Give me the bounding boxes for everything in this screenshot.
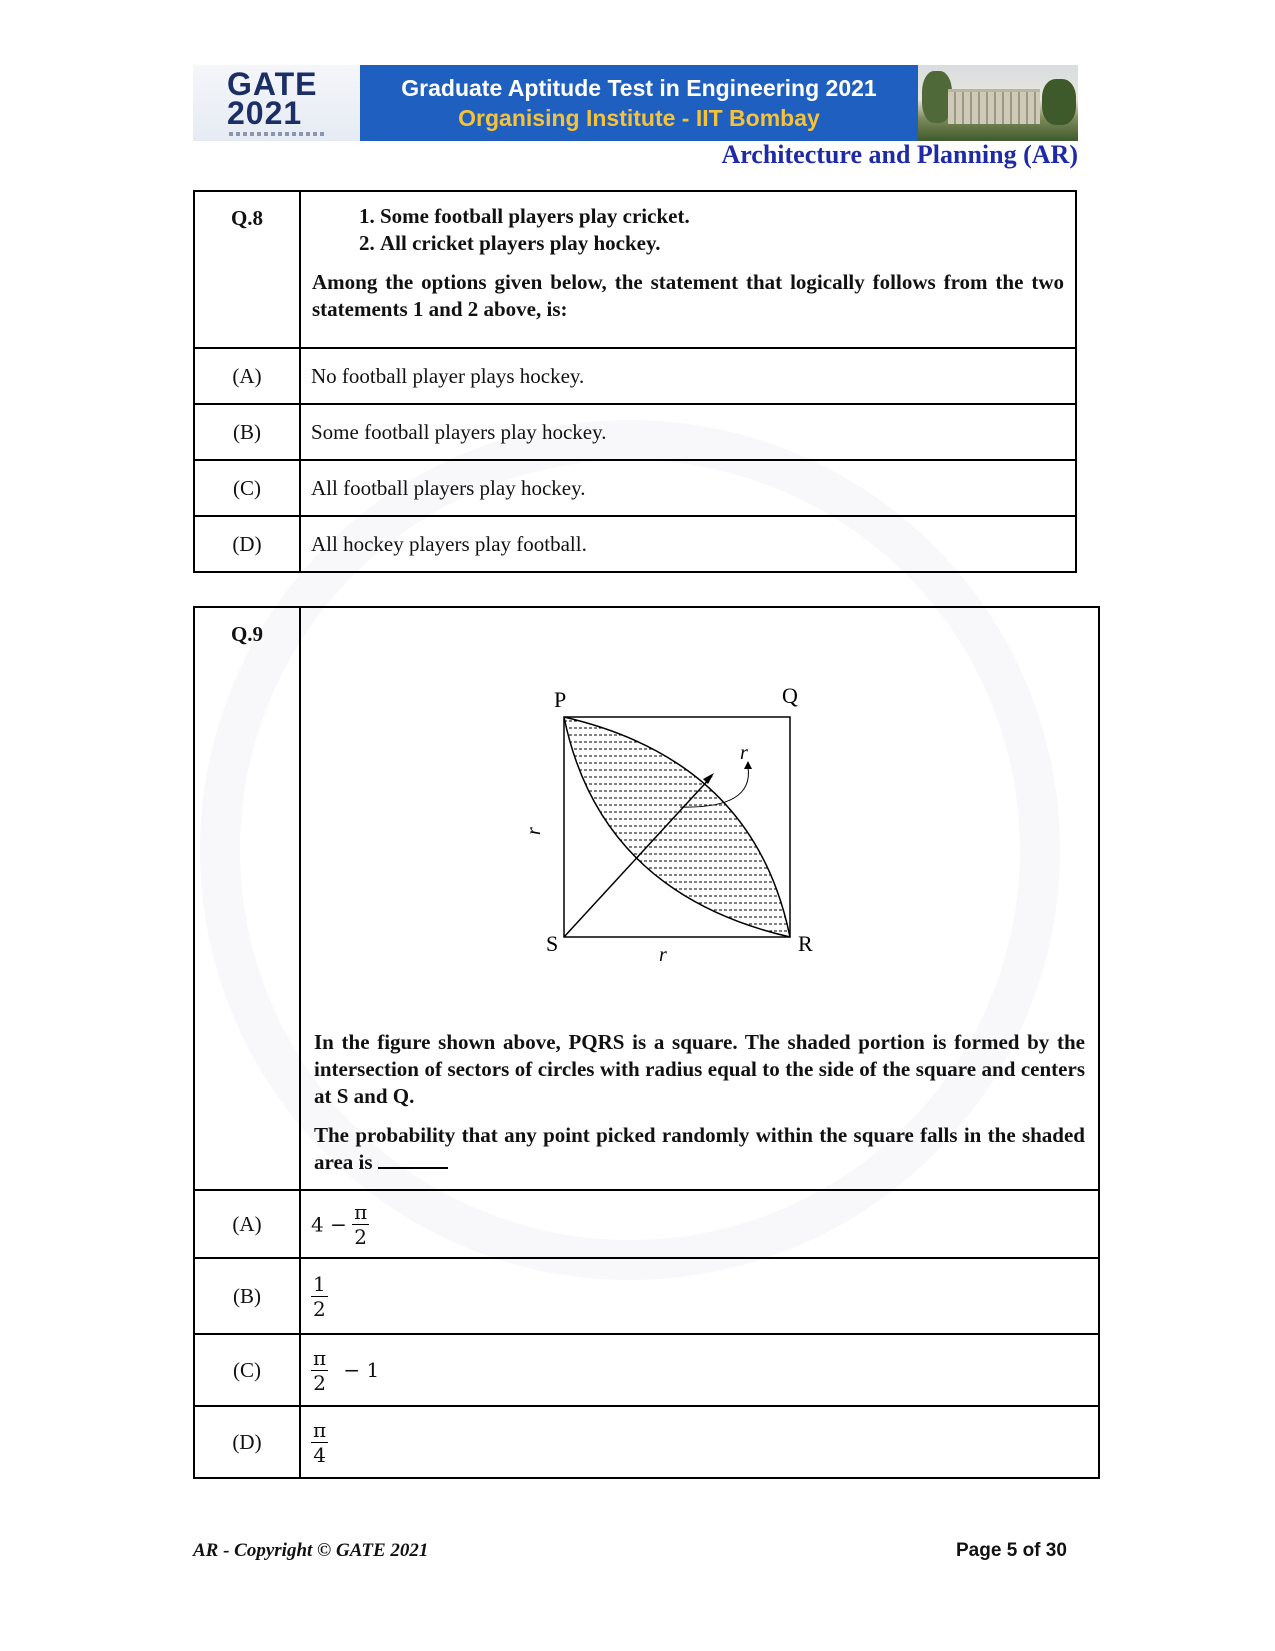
question-statement xyxy=(300,191,1076,348)
option-expression xyxy=(300,1406,1099,1478)
vertex-label-q: Q xyxy=(782,683,798,708)
numerator: π xyxy=(354,1199,368,1224)
radius-arrowhead xyxy=(703,773,714,784)
option-label: (A) xyxy=(194,1190,300,1258)
option-label: (D) xyxy=(194,1406,300,1478)
page-prefix: Page xyxy=(956,1540,1002,1561)
square-pqrs xyxy=(564,717,790,937)
question-row xyxy=(194,191,1076,348)
vertex-label-p: P xyxy=(554,687,567,712)
page-total: 30 xyxy=(1045,1540,1067,1561)
radius-line xyxy=(564,776,712,937)
fraction xyxy=(311,1346,328,1395)
answer-blank xyxy=(378,1149,448,1169)
numerator: π xyxy=(313,1417,327,1442)
logo-strip xyxy=(229,132,325,136)
footer-page-number xyxy=(956,1540,1067,1562)
statement-item: 1. Some football players play cricket. xyxy=(380,203,1074,230)
option-row[interactable] xyxy=(194,1258,1099,1334)
option-row[interactable] xyxy=(194,404,1076,460)
option-label: (D) xyxy=(194,516,300,572)
option-row[interactable] xyxy=(194,1190,1099,1258)
option-label: (C) xyxy=(194,1334,300,1406)
question-number: Q.9 xyxy=(194,607,300,1190)
question-statement xyxy=(300,607,1099,1190)
question-text: In the figure shown above, PQRS is a square. The shaded portion is formed by the intersection of sectors of circles with radius equal to the side of the square and centers at S and Q. xyxy=(314,1030,1085,1108)
option-label: (B) xyxy=(194,1258,300,1334)
question-9-table xyxy=(193,606,1100,1479)
subject-title: Architecture and Planning (AR) xyxy=(721,140,1078,169)
building-shape xyxy=(948,89,1040,124)
option-label: (A) xyxy=(194,348,300,404)
expr-suffix: − 1 xyxy=(343,1358,380,1382)
option-text: Some football players play hockey. xyxy=(300,404,1076,460)
header-banner xyxy=(193,65,1078,141)
square-sector-figure xyxy=(302,609,1102,1029)
fraction xyxy=(352,1200,369,1249)
option-text: All football players play hockey. xyxy=(300,460,1076,516)
question-number: Q.8 xyxy=(194,191,300,348)
denominator: 2 xyxy=(354,1224,368,1249)
denominator: 4 xyxy=(313,1442,326,1467)
campus-photo xyxy=(918,65,1078,141)
option-row[interactable] xyxy=(194,1406,1099,1478)
vertex-label-r: R xyxy=(798,931,813,956)
option-row[interactable] xyxy=(194,1334,1099,1406)
option-row[interactable] xyxy=(194,460,1076,516)
option-text: All hockey players play football. xyxy=(300,516,1076,572)
question-prompt: Among the options given below, the statement that logically follows from the two statements 1 and 2 above, is: xyxy=(312,270,1064,321)
page-current: 5 xyxy=(1006,1540,1018,1561)
vertex-label-s: S xyxy=(546,931,559,956)
banner-title-block xyxy=(360,65,918,141)
numerator: π xyxy=(313,1345,327,1370)
logo-text-year: 2021 xyxy=(227,95,303,131)
option-label: (B) xyxy=(194,404,300,460)
arc-center-q xyxy=(564,717,790,937)
option-row[interactable] xyxy=(194,348,1076,404)
statement-list xyxy=(302,203,1074,257)
side-label-left: r xyxy=(523,827,545,835)
page-of: of xyxy=(1022,1540,1041,1561)
option-expression xyxy=(300,1334,1099,1406)
side-label-bottom: r xyxy=(659,944,667,966)
footer-copyright: AR - Copyright © GATE 2021 xyxy=(193,1540,429,1561)
gate-logo xyxy=(193,65,360,141)
expr-prefix: 4 − xyxy=(311,1212,347,1236)
option-label: (C) xyxy=(194,460,300,516)
option-expression xyxy=(300,1190,1099,1258)
banner-title: Graduate Aptitude Test in Engineering 2021 xyxy=(401,75,877,101)
figure-area xyxy=(302,609,1097,1029)
option-row[interactable] xyxy=(194,516,1076,572)
logo-text-gate: GATE xyxy=(227,66,318,102)
tree-shape xyxy=(1042,79,1076,125)
denominator: 2 xyxy=(313,1370,326,1395)
question-prompt-text: The probability that any point picked randomly within the square falls in the shaded area is xyxy=(314,1123,1085,1174)
arc-center-s xyxy=(564,717,790,937)
denominator: 2 xyxy=(313,1296,326,1321)
numerator: 1 xyxy=(313,1271,326,1296)
fraction xyxy=(311,1418,328,1467)
statement-item: 2. All cricket players play hockey. xyxy=(380,230,1074,257)
option-expression xyxy=(300,1258,1099,1334)
radius-label: r xyxy=(740,742,748,764)
option-text: No football player plays hockey. xyxy=(300,348,1076,404)
question-prompt xyxy=(314,1122,1085,1176)
banner-subtitle: Organising Institute - IIT Bombay xyxy=(458,105,820,131)
question-8-table xyxy=(193,190,1077,573)
question-row xyxy=(194,607,1099,1190)
fraction xyxy=(311,1272,328,1321)
